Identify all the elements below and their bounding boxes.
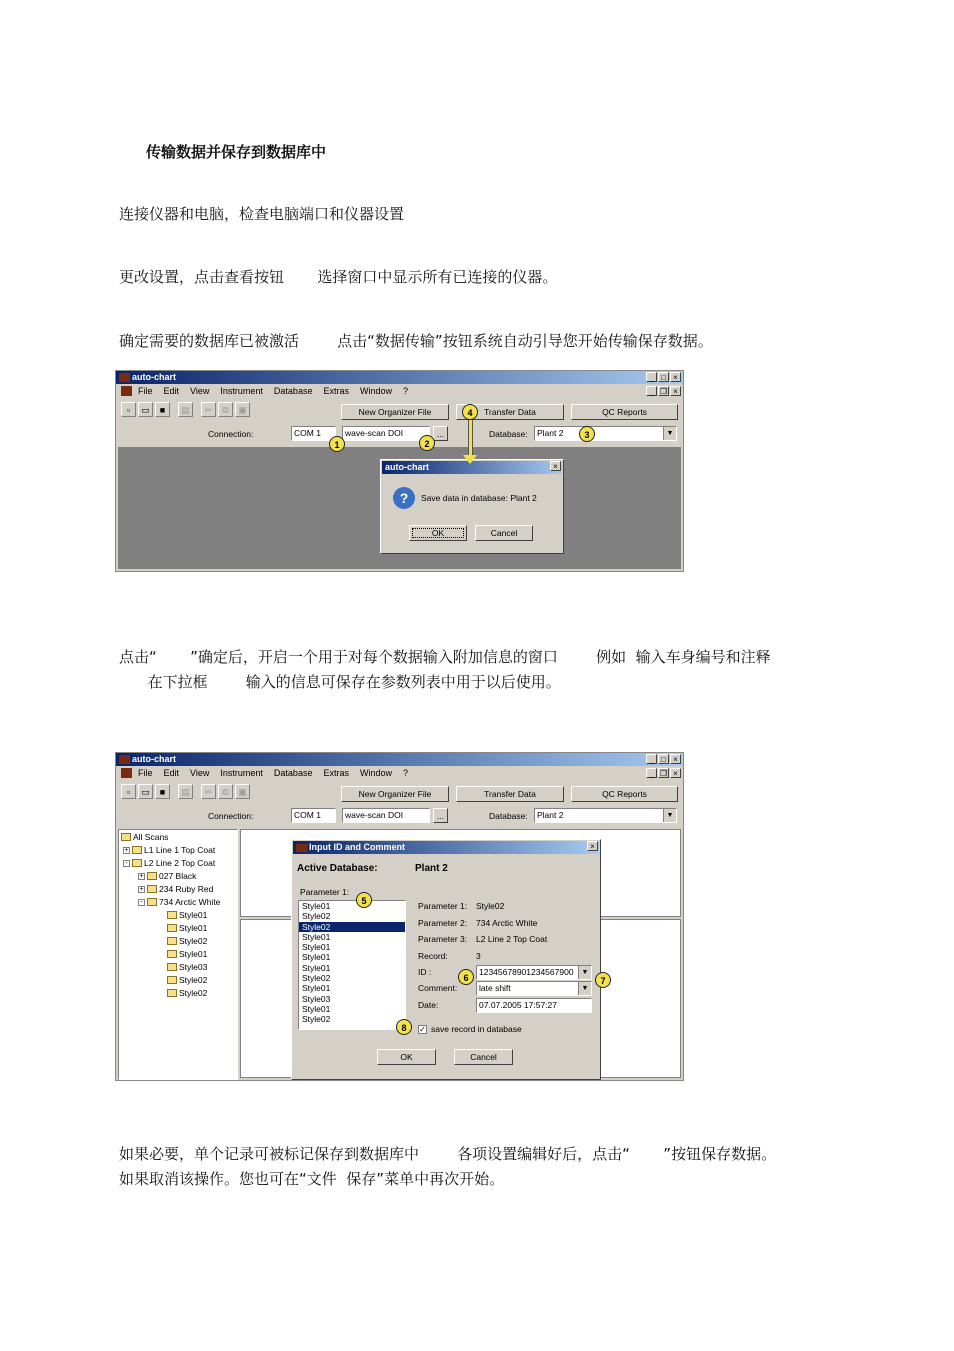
print-icon[interactable]: ▤ [178, 402, 193, 417]
paste-icon[interactable]: ▣ [235, 784, 250, 799]
record-value: 3 [476, 951, 481, 961]
dialog-titlebar: Input ID and Comment [293, 841, 599, 854]
qc-reports-button[interactable]: QC Reports [571, 404, 678, 420]
transfer-data-button[interactable]: Transfer Data [456, 404, 564, 420]
tree-item[interactable]: Style02 [167, 988, 207, 998]
menu-view[interactable]: View [190, 768, 210, 778]
id-label: ID : [418, 967, 432, 977]
menu-edit[interactable]: Edit [163, 386, 180, 396]
maximize-icon[interactable]: □ [658, 372, 669, 382]
browse-button[interactable]: ... [433, 808, 448, 823]
restore-icon[interactable]: ❐ [659, 769, 668, 778]
callout-5: 5 [356, 892, 372, 908]
menu-window[interactable]: Window [359, 768, 392, 778]
folder-icon [167, 963, 177, 971]
minimize-icon[interactable]: _ [646, 754, 657, 764]
paragraph-save-line1: 如果必要，单个记录可被标记保存到数据库中 各项设置编辑好后，点击“ ”按钮保存数据。 [119, 1145, 777, 1163]
parameter1-label: Parameter 1: [418, 901, 468, 911]
menu-database[interactable]: Database [273, 386, 313, 396]
list-item[interactable]: Style02 [302, 1014, 331, 1025]
folder-icon [167, 911, 177, 919]
menu-file[interactable]: File [138, 386, 153, 396]
ok-button[interactable]: OK [409, 525, 467, 541]
database-select[interactable]: Plant 2 ▼ [534, 426, 677, 441]
callout-2: 2 [419, 435, 435, 451]
page-heading: 传输数据并保存到数据库中 [146, 143, 327, 161]
callout-6: 6 [458, 969, 474, 985]
restore-icon[interactable]: ❐ [659, 387, 668, 396]
parameter1-value: Style02 [476, 901, 505, 911]
callout-3: 3 [579, 426, 595, 442]
save-icon[interactable]: ■ [155, 784, 170, 799]
tree-item[interactable]: Style03 [167, 962, 207, 972]
new-file-icon[interactable]: ▫ [121, 402, 136, 417]
cancel-button[interactable]: Cancel [454, 1049, 513, 1065]
date-field[interactable]: 07.07.2005 17:57:27 [476, 998, 592, 1013]
question-icon: ? [393, 487, 415, 509]
checkbox-checked-icon[interactable]: ✓ [419, 1024, 426, 1034]
tree-item[interactable]: + 234 Ruby Red [139, 884, 214, 894]
tree-item[interactable]: - 734 Arctic White [138, 897, 220, 907]
print-icon[interactable]: ▤ [178, 784, 193, 799]
expand-icon[interactable]: + [139, 872, 144, 880]
list-item[interactable]: Style01 [302, 983, 331, 994]
folder-icon [147, 872, 157, 880]
dialog-titlebar: auto-chart [382, 461, 562, 474]
chevron-down-icon[interactable]: ▼ [578, 966, 591, 979]
menu-bar [116, 384, 683, 398]
menu-instrument[interactable]: Instrument [220, 386, 263, 396]
collapse-icon[interactable]: - [138, 899, 145, 906]
list-item[interactable]: Style01 [302, 942, 331, 953]
open-folder-icon[interactable]: ▭ [138, 784, 153, 799]
input-id-dialog [291, 839, 601, 1080]
list-item[interactable]: Style02 [302, 911, 331, 922]
mdi-controls [646, 386, 681, 396]
comment-label: Comment: [418, 983, 458, 993]
menu-extras[interactable]: Extras [323, 386, 349, 396]
window-controls [646, 754, 681, 764]
parameter3-value: L2 Line 2 Top Coat [476, 934, 548, 944]
close-icon[interactable]: × [670, 386, 681, 396]
chevron-down-icon[interactable]: ▼ [663, 809, 676, 822]
connection-field[interactable]: COM 1 [291, 808, 336, 823]
folder-icon [147, 885, 157, 893]
expand-icon[interactable]: + [139, 885, 144, 893]
connection-label: Connection: [208, 429, 254, 439]
toolbar [121, 402, 250, 417]
folder-icon [132, 859, 142, 867]
tree-item[interactable]: Style02 [167, 975, 207, 985]
screenshot-transfer [115, 370, 684, 572]
record-label: Record: [418, 951, 448, 961]
folder-icon [167, 989, 177, 997]
scan-tree [118, 829, 238, 1080]
close-icon[interactable]: × [587, 841, 598, 851]
active-db-value: Plant 2 [415, 863, 448, 874]
callout-1: 1 [329, 436, 345, 452]
screenshot-input-id [115, 752, 684, 1081]
toolbar [121, 784, 250, 799]
cut-icon[interactable]: ✂ [201, 784, 216, 799]
ok-button[interactable]: OK [377, 1049, 436, 1065]
minimize-icon[interactable]: _ [646, 386, 657, 396]
menu-file[interactable]: File [138, 768, 153, 778]
tree-item[interactable]: Style01 [167, 923, 207, 933]
tree-item[interactable]: Style01 [167, 910, 207, 920]
parameter-list[interactable] [298, 900, 406, 1030]
save-icon[interactable]: ■ [155, 402, 170, 417]
close-icon[interactable]: × [670, 372, 681, 382]
connection-label: Connection: [208, 811, 254, 821]
browse-button[interactable]: ... [433, 426, 448, 441]
close-icon[interactable]: × [550, 461, 561, 471]
callout-8: 8 [396, 1019, 412, 1035]
minimize-icon[interactable]: _ [646, 768, 657, 778]
list-item[interactable]: Style03 [302, 993, 331, 1004]
collapse-icon[interactable]: - [123, 860, 130, 867]
folder-icon [167, 937, 177, 945]
list-item[interactable]: Style01 [302, 952, 331, 963]
expand-icon[interactable]: + [124, 846, 129, 854]
cut-icon[interactable]: ✂ [201, 402, 216, 417]
date-label: Date: [418, 1000, 439, 1010]
paste-icon[interactable]: ▣ [235, 402, 250, 417]
parameter2-label: Parameter 2: [418, 918, 468, 928]
menu-window[interactable]: Window [359, 386, 392, 396]
save-record-checkbox[interactable]: ✓ save record in database [419, 1024, 522, 1034]
folder-icon [167, 976, 177, 984]
app-icon [119, 373, 130, 382]
mdi-controls [646, 768, 681, 778]
database-select[interactable]: Plant 2 ▼ [534, 808, 677, 823]
close-icon[interactable]: × [670, 768, 681, 778]
paragraph-connect: 连接仪器和电脑，检查电脑端口和仪器设置 [119, 205, 405, 223]
app-titlebar: auto-chart [116, 753, 683, 766]
qc-reports-button[interactable]: QC Reports [571, 786, 678, 802]
paragraph-database: 确定需要的数据库已被激活 点击“数据传输”按钮系统自动引导您开始传输保存数据。 [119, 332, 713, 350]
tree-item[interactable]: Style01 [167, 949, 207, 959]
copy-icon[interactable]: ⧉ [218, 784, 233, 799]
menu-edit[interactable]: Edit [163, 768, 180, 778]
arrow-down-icon [463, 455, 477, 464]
folder-icon [121, 833, 131, 841]
chevron-down-icon[interactable]: ▼ [663, 427, 676, 440]
list-item[interactable]: Style01 [302, 931, 331, 942]
folder-icon [167, 950, 177, 958]
app-icon [119, 755, 130, 764]
window-controls [646, 372, 681, 382]
save-dialog [380, 459, 564, 554]
paragraph-save-line2: 如果取消该操作。您也可在“文件 保存”菜单中再次开始。 [119, 1170, 505, 1188]
arrow-shaft [468, 420, 473, 458]
menu-database[interactable]: Database [273, 768, 313, 778]
menu-help[interactable]: ? [402, 768, 408, 778]
paragraph-ok-line2: 在下拉框 输入的信息可保存在参数列表中用于以后使用。 [119, 673, 561, 691]
callout-4: 4 [462, 404, 478, 420]
list-item-selected[interactable]: Style02 [299, 922, 405, 932]
open-folder-icon[interactable]: ▭ [138, 402, 153, 417]
menu-help[interactable]: ? [402, 386, 408, 396]
minimize-icon[interactable]: _ [646, 372, 657, 382]
tree-item[interactable]: + 027 Black [139, 871, 197, 881]
callout-7: 7 [595, 972, 611, 988]
close-icon[interactable]: × [670, 754, 681, 764]
connection-field[interactable]: COM 1 [291, 426, 336, 441]
folder-icon [167, 924, 177, 932]
list-item[interactable]: Style01 [302, 901, 331, 911]
menu-bar [116, 766, 683, 780]
id-combobox[interactable]: 12345678901234567900 ▼ [476, 965, 592, 980]
app-icon [296, 844, 307, 852]
comment-combobox[interactable]: late shift ▼ [476, 981, 592, 996]
copy-icon[interactable]: ⧉ [218, 402, 233, 417]
dialog-message: Save data in database: Plant 2 [421, 493, 537, 503]
new-organizer-button[interactable]: New Organizer File [341, 786, 449, 802]
app-titlebar: auto-chart [116, 371, 683, 384]
parameter-label: Parameter 1: [300, 887, 350, 897]
tree-item[interactable]: Style02 [167, 936, 207, 946]
menu-extras[interactable]: Extras [323, 768, 349, 778]
folder-icon [132, 846, 142, 854]
database-label: Database: [489, 811, 528, 821]
tree-item[interactable]: + L1 Line 1 Top Coat [124, 845, 216, 855]
chevron-down-icon[interactable]: ▼ [578, 982, 591, 995]
database-label: Database: [489, 429, 528, 439]
paragraph-settings: 更改设置，点击查看按钮 选择窗口中显示所有已连接的仪器。 [119, 268, 558, 286]
cancel-button[interactable]: Cancel [475, 525, 533, 541]
new-file-icon[interactable]: ▫ [121, 784, 136, 799]
list-item[interactable]: Style01 [302, 1003, 331, 1014]
parameter3-label: Parameter 3: [418, 934, 468, 944]
parameter2-value: 734 Arctic White [476, 918, 538, 928]
transfer-data-button[interactable]: Transfer Data [456, 786, 564, 802]
instrument-field[interactable]: wave-scan DOI [342, 426, 430, 441]
instrument-field[interactable]: wave-scan DOI [342, 808, 430, 823]
tree-item[interactable]: - L2 Line 2 Top Coat [123, 858, 215, 868]
tree-item[interactable]: All Scans [121, 832, 168, 842]
new-organizer-button[interactable]: New Organizer File [341, 404, 449, 420]
paragraph-ok-line1: 点击“ ”确定后，开启一个用于对每个数据输入附加信息的窗口 例如 输入车身编号和注释 [119, 648, 771, 666]
maximize-icon[interactable]: □ [658, 754, 669, 764]
menu-instrument[interactable]: Instrument [220, 768, 263, 778]
list-item[interactable]: Style02 [302, 973, 331, 984]
list-item[interactable]: Style01 [302, 962, 331, 973]
active-db-label: Active Database: [297, 863, 378, 874]
menu-view[interactable]: View [190, 386, 210, 396]
folder-icon [147, 898, 157, 906]
